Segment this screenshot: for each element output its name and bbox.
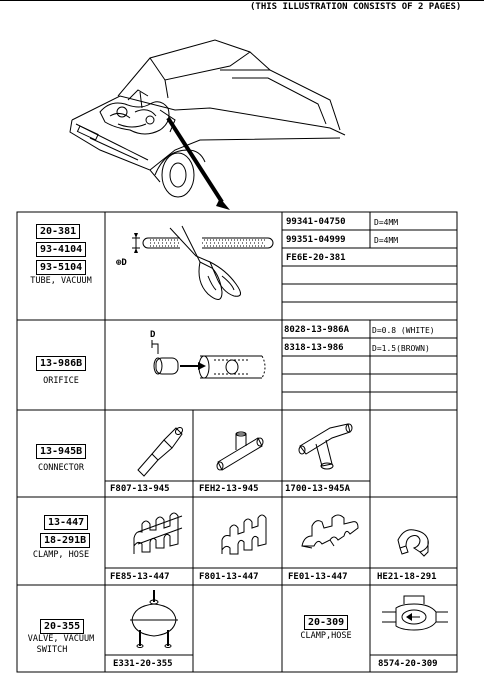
page-note: (THIS ILLUSTRATION CONSISTS OF 2 PAGES) [250,2,462,12]
part-number: 8574-20-309 [378,659,438,669]
orifice-illustration [152,340,265,378]
part-note: D=1.5(BROWN) [372,344,430,353]
dimension-label: ⊕D [116,258,127,268]
vacuum-switch-valve-illustration [130,590,178,648]
part-code-box: 20-381 [36,224,80,239]
connector-tee-large-illustration [299,424,352,469]
part-note: D=4MM [374,236,399,245]
part-note: D=4MM [374,218,399,227]
part-code-box: 93-5104 [36,260,86,275]
clamp-quad-illustration [134,513,182,554]
part-code-box: 93-4104 [36,242,86,257]
dimension-label: D [150,330,156,340]
part-number: E331-20-355 [113,659,173,669]
part-note: D=0.8 (WHITE) [372,326,435,335]
clamp-single-illustration [398,530,428,556]
part-code-box: 20-355 [40,619,84,634]
part-code-box: 13-447 [44,515,88,530]
hose-clamp-valve-illustration [382,596,448,630]
connector-straight-illustration [138,426,184,476]
part-number: F801-13-447 [199,572,259,582]
part-number: FE01-13-447 [288,572,348,582]
connector-tee-illustration [217,432,263,470]
part-number: HE21-18-291 [377,572,437,582]
part-code-box: 13-986B [36,356,86,371]
category-name: CLAMP, HOSE [32,550,90,560]
category-name: TUBE, VACUUM [30,276,92,286]
clamp-triple-illustration [222,515,266,554]
category-name: CONNECTOR [37,463,85,473]
category-name: CLAMP,HOSE [300,631,352,641]
part-number: FEH2-13-945 [199,484,259,494]
part-number: 1700-13-945A [285,484,351,494]
part-code-box: 13-945B [36,444,86,459]
part-code-box: 20-309 [304,615,348,630]
clamp-open-illustration [302,515,358,548]
part-number: FE6E-20-381 [286,253,346,263]
part-number: 99351-04999 [286,235,346,245]
part-number: F807-13-945 [110,484,170,494]
category-name: ORIFICE [43,376,79,386]
part-number: 8318-13-986 [284,343,344,353]
part-number: 8028-13-986A [284,325,350,335]
category-name: VALVE, VACUUM [27,634,95,644]
car-illustration [70,40,345,210]
part-code-box: 18-291B [40,533,90,548]
tube-scissors-illustration [132,226,273,300]
part-number: 99341-04750 [286,217,346,227]
category-name: SWITCH [36,645,68,655]
part-number: FE85-13-447 [110,572,170,582]
